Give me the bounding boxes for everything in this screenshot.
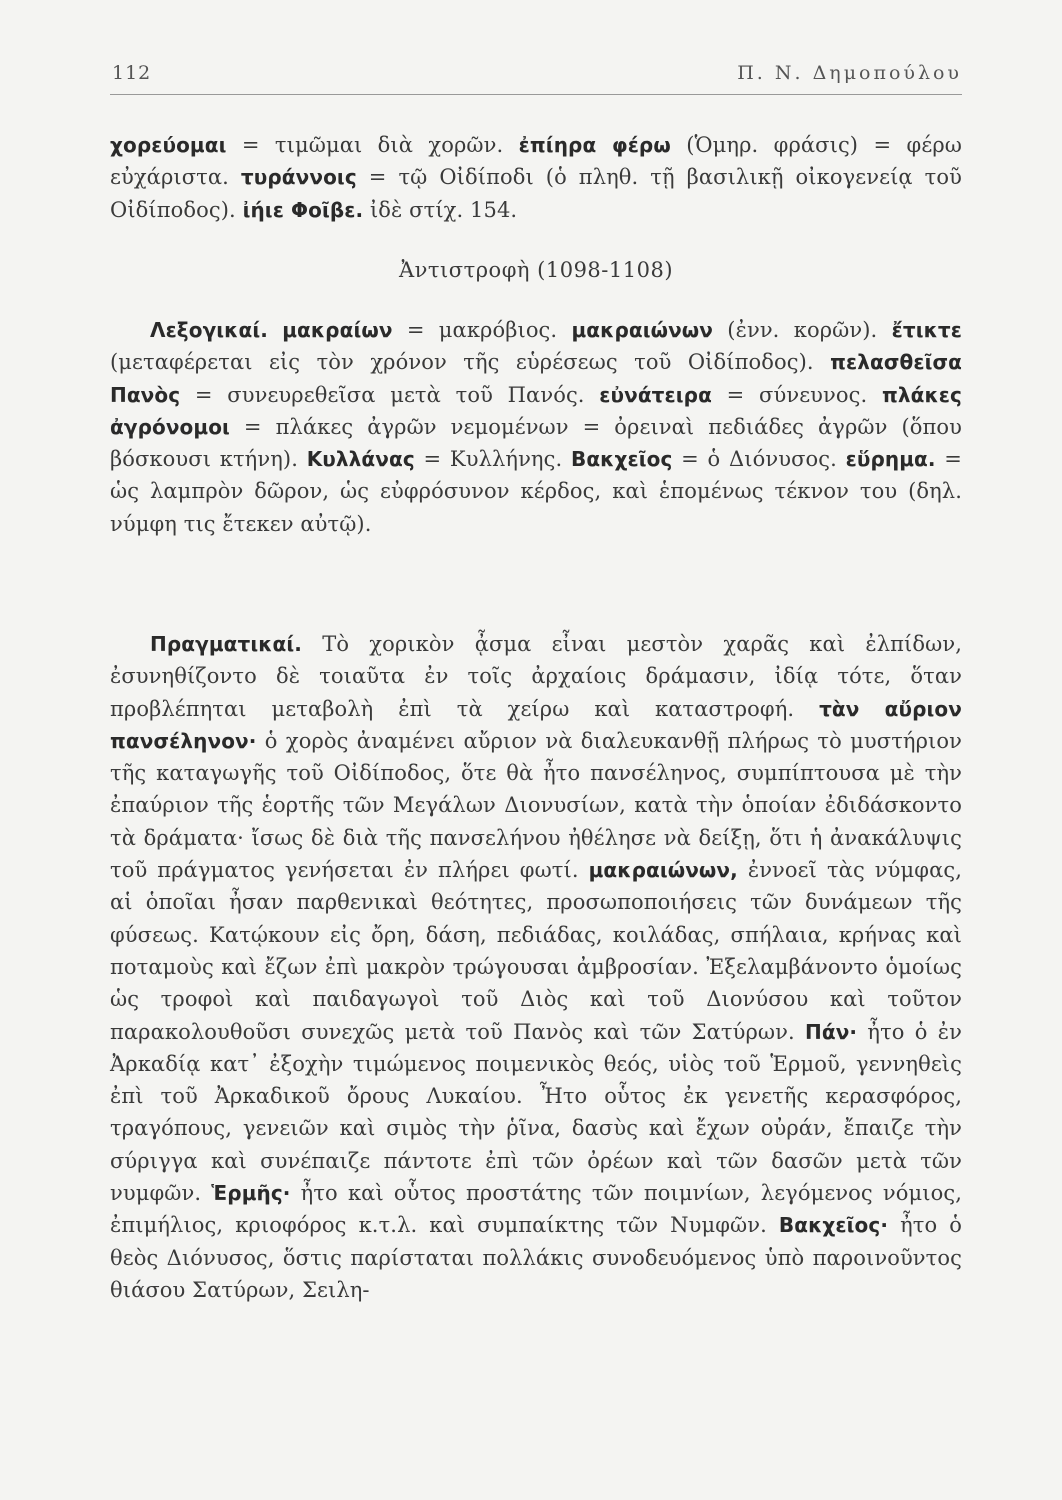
paragraph-factual-notes: Πραγματικαί. Τὸ χορικὸν ᾆσμα εἶναι μεστὸν χαρᾶς καὶ ἐλπίδων, ἐσυνηθίζοντο δὲ τοιαῦτα ἐν τοῖς ἀρχαίοις δράμασιν, ἰδίᾳ τότε, ὅταν προβλέπηται μεταβολὴ ἐπὶ τὰ χείρω καὶ καταστροφή. τὰν αὔριον πανσέληνον· ὁ χορὸς ἀναμένει αὔριον νὰ διαλευκανθῇ πλήρως τὸ μυστήριον τῆς καταγωγῆς τοῦ Οἰδίποδος, ὅτε θὰ ἦτο πανσέληνος, συμπίπτουσα μὲ τὴν ἐπαύριον τῆς ἑορτῆς τῶν Μεγάλων Διονυσίων, κατὰ τὴν ὁποίαν ἐδιδάσκοντο τὰ δράματα· ἴσως δὲ διὰ τῆς πανσελήνου ἠθέλησε νὰ δείξῃ, ὅτι ἡ ἀνακάλυψις τοῦ πράγματος γενήσεται ἐν πλήρει φωτί. μακραιώνων, ἐννοεῖ τὰς νύμφας, αἱ ὁποῖαι ἦσαν παρθενικαὶ θεότητες, προσωποποιήσεις τῶν δυνάμεων τῆς φύσεως. Κατῴκουν εἰς ὄρη, δάση, πεδιάδας, κοιλάδας, σπήλαια, κρήνας καὶ ποταμοὺς καὶ ἔζων ἐπὶ μακρὸν τρώγουσαι ἀμβροσίαν. Ἐξελαμβάνοντο ὁμοίως ὡς τροφοὶ καὶ παιδαγωγοὶ τοῦ Διὸς καὶ τοῦ Διονύσου καὶ τοῦτον παρακολουθοῦσι συνεχῶς μετὰ τοῦ Πανὸς καὶ τῶν Σατύρων. Πάν· ἦτο ὁ ἐν Ἀρκαδίᾳ κατ᾽ ἐξοχὴν τιμώμενος ποιμενικὸς θεός, υἱὸς τοῦ Ἑρμοῦ, γεννηθεὶς ἐπὶ τοῦ Ἀρκαδικοῦ ὄρους Λυκαίου. Ἦτο οὗτος ἐκ γενετῆς κερασφόρος, τραγόπους, γενειῶν καὶ σιμὸς τὴν ῥῖνα, δασὺς καὶ ἔχων οὐράν, ἔπαιζε τὴν σύριγγα καὶ συνέπαιζε πάντοτε ἐπὶ τῶν ὀρέων καὶ τῶν δασῶν μετὰ τῶν νυμφῶν. Ἑρμῆς· ἦτο καὶ οὗτος προστάτης τῶν ποιμνίων, λεγόμενος νόμιος, ἐπιμήλιος, κριοφόρος κ.τ.λ. καὶ συμπαίκτης τῶν Νυμφῶν. Βακχεῖος· ἦτο ὁ θεὸς Διόνυσος, ὅστις παρίσταται πολλάκις συνοδευόμενος ὑπὸ παροινοῦντος θιάσου Σατύρων, Σειλη-: [110, 632, 962, 1302]
lemma: Βακχεῖος: [570, 447, 673, 472]
lemma: Πάν·: [805, 1019, 858, 1044]
paragraph-lexical-notes: Λεξογικαί. μακραίων = μακρόβιος. μακραιώνων (ἐνν. κορῶν). ἔτικτε (μεταφέρεται εἰς τὸν χρόνον τῆς εὑρέσεως τοῦ Οἰδίποδος). πελασθεῖσα Πανὸς = συνευρεθεῖσα μετὰ τοῦ Πανός. εὐνάτειρα = σύνευνος. πλάκες ἀγρόνομοι = πλάκες ἀγρῶν νεμομένων = ὀρειναὶ πεδιάδες ἀγρῶν (ὅπου βόσκουσι κτήνη). Κυλλάνας = Κυλλήνης. Βακχεῖος = ὁ Διόνυσος. εὕρημα. = ὡς λαμπρὸν δῶρον, ὡς εὐφρόσυνον κέρδος, καὶ ἑπομένως τέκνον του (δηλ. νύμφη τις ἔτεκεν αὐτῷ).: [110, 318, 962, 536]
lemma: πελασθεῖσα Πανὸς: [110, 350, 962, 407]
lemma: μακραίων: [282, 318, 393, 342]
lemma: εὐνάτειρα: [599, 382, 712, 407]
section-label: Πραγματικαί.: [150, 632, 302, 656]
running-head: Π. Ν. Δημοπούλου: [737, 62, 962, 84]
book-page: [110, 56, 962, 1302]
page-header: [110, 56, 962, 86]
lemma: Ἑρμῆς·: [211, 1181, 291, 1206]
page-number: 112: [112, 62, 152, 84]
lemma: Βακχεῖος·: [778, 1213, 889, 1238]
lemma: τὰν αὔριον πανσέληνον·: [110, 696, 962, 753]
lemma: χορεύομαι: [110, 133, 227, 157]
lemma: ἐπίηρα φέρω: [518, 133, 671, 157]
lemma: μακραιώνων: [571, 318, 714, 342]
lemma: τυράννοις: [240, 165, 357, 190]
section-title: Ἀντιστροφὴ (1098-1108): [398, 258, 674, 282]
lemma: πλάκες ἀγρόνομοι: [110, 382, 962, 439]
lemma: ἔτικτε: [891, 318, 962, 342]
lemma: ἰήιε Φοῖβε.: [242, 197, 364, 222]
lemma: Κυλλάνας: [306, 447, 415, 472]
paragraph-glossary-strophe: χορεύομαι = τιμῶμαι διὰ χορῶν. ἐπίηρα φέρω (Ὁμηρ. φράσις) = φέρω εὐχάριστα. τυράννοις = τῷ Οἰδίποδι (ὁ πληθ. τῇ βασιλικῇ οἰκογενείᾳ τοῦ Οἰδίποδος). ἰήιε Φοῖβε. ἰδὲ στίχ. 154.: [110, 133, 962, 222]
section-label: Λεξογικαί.: [150, 318, 268, 342]
lemma: μακραιώνων,: [588, 858, 738, 883]
header-rule: [110, 94, 962, 95]
lemma: εὕρημα.: [845, 447, 936, 472]
